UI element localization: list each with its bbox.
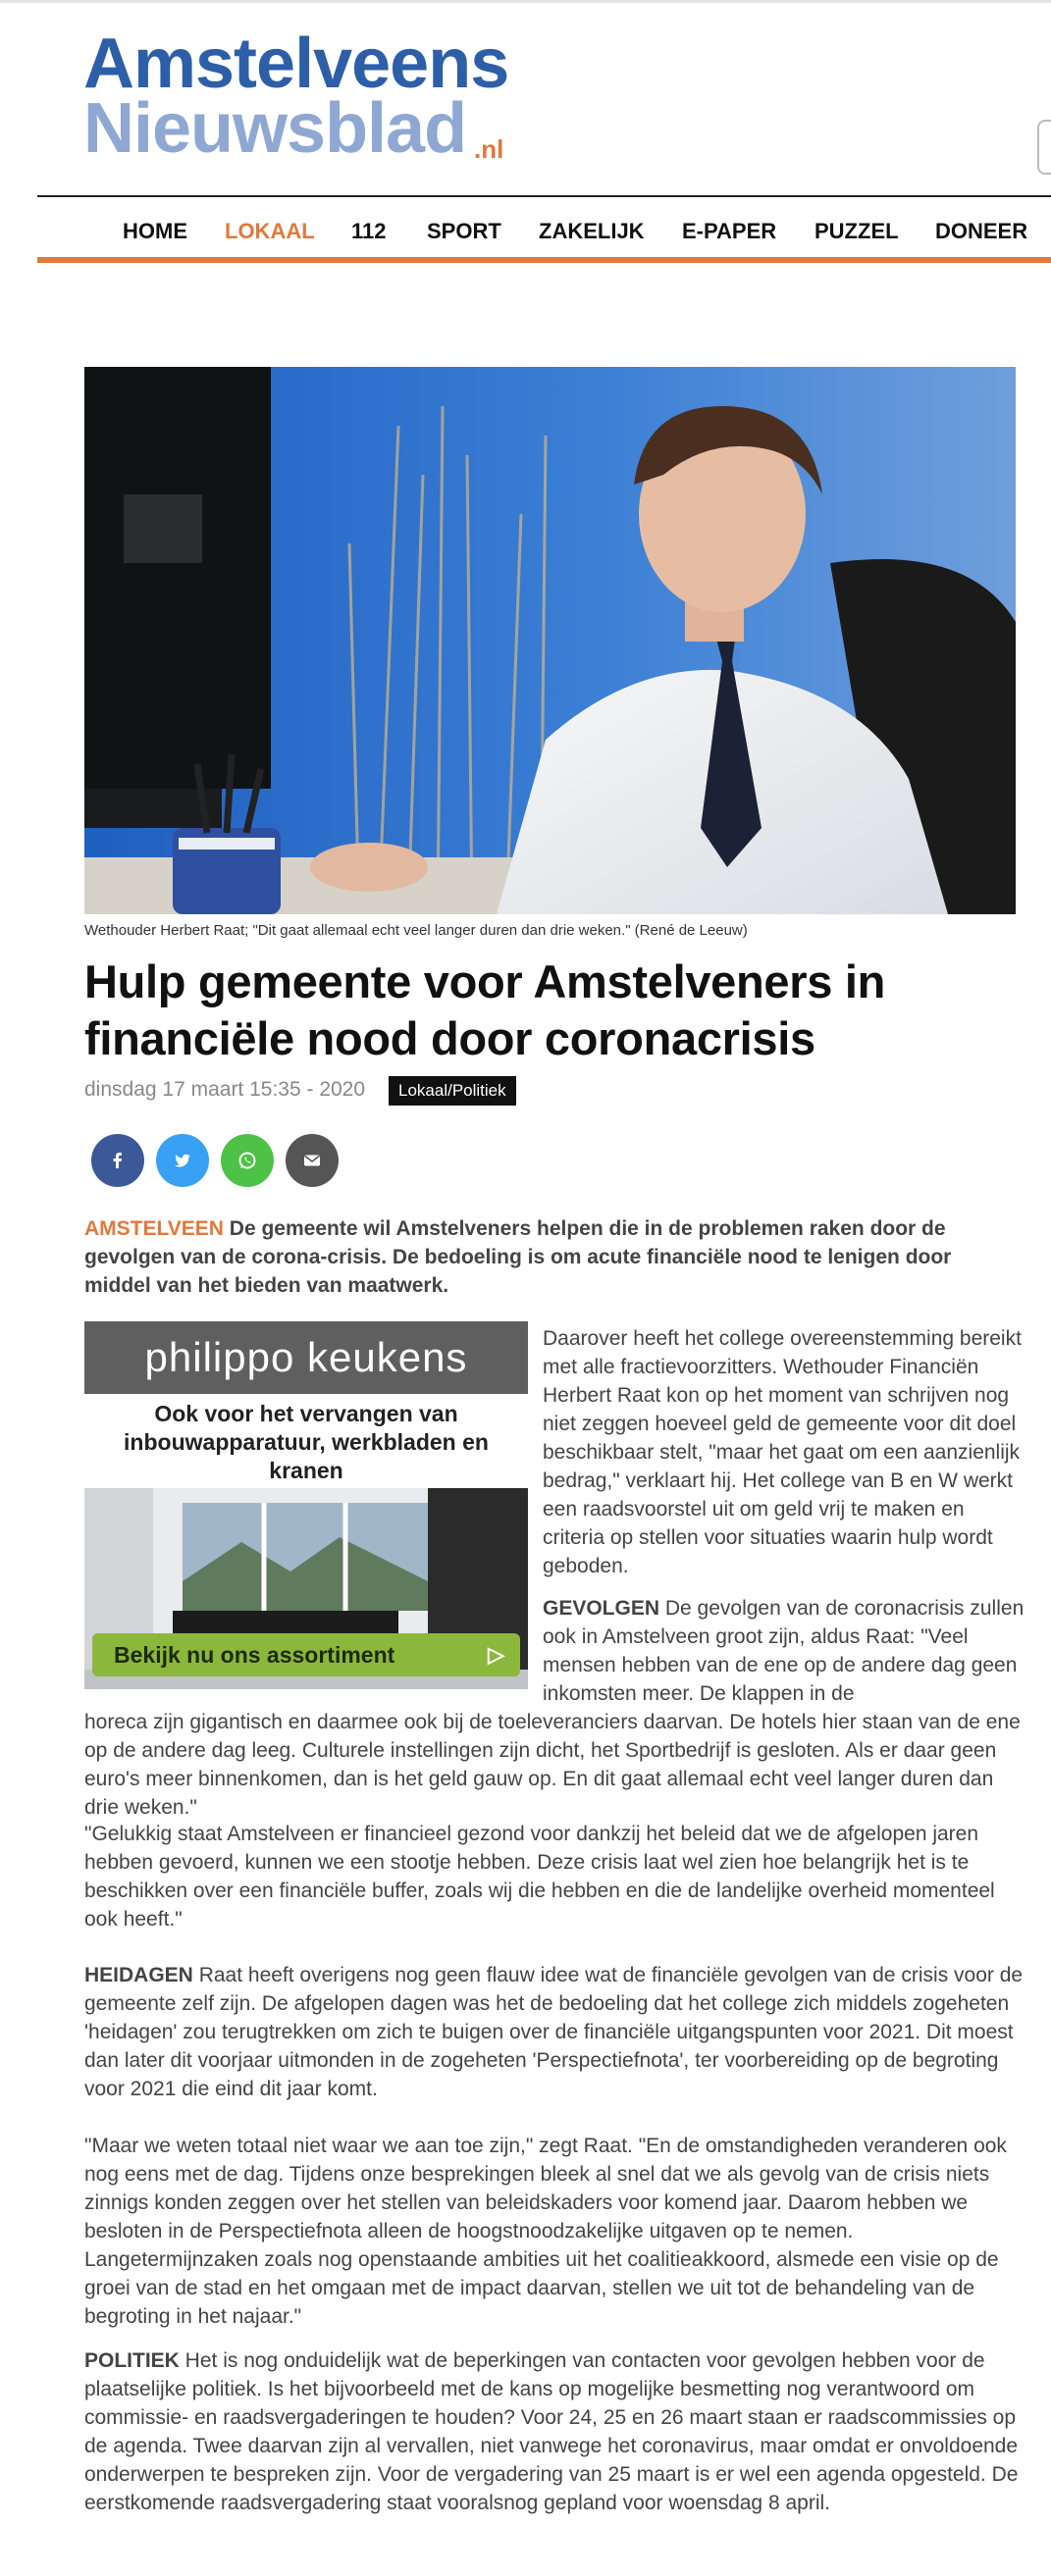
article-date: dinsdag 17 maart 15:35 - 2020 [84,1078,366,1101]
logo-suffix: .nl [474,134,504,164]
ad-cta-label: Bekijk nu ons assortiment [114,1642,395,1668]
paragraph-2-side-text: De gevolgen van de coronacrisis zullen ook in Amstelveen groot zijn, aldus Raat: "Veel mensen hebben van de ene op de andere dag geen inkomsten meer. De klappen in de [543,1597,1025,1705]
article-photo-illustration [84,367,1016,914]
play-arrow-icon: ▷ [488,1642,504,1667]
paragraph-2-full: horeca zijn gigantisch en daarmee ook bij de toeleveranciers daarvan. De hotels hier staan van de ene op de andere dag leeg. Culturele instellingen zijn dicht, het Sportbedrijf is gesloten. Als er daar geen euro's meer binnenkomen, dan is het geld gauw op. En dit gaat allemaal echt veel langer duren dan drie weken." [84,1711,1021,1819]
facebook-icon [108,1151,128,1170]
paragraph-4-keyword: HEIDAGEN [84,1964,193,1986]
logo-line-2: Nieuwsblad [83,89,467,168]
logo-line-1: Amstelveens [83,25,509,103]
top-border [0,0,1051,3]
paragraph-1: Daarover heeft het college overeenstemming bereikt met alle fractievoorzitters. Wethouder Financiën Herbert Raat kon op het moment van schrijven nog niet zeggen hoeveel geld de gemeente voor dit doel beschikbaar stelt, "maar het gaat om een aanzienlijk bedrag," verklaart hij. Het college van B en W werkt een raadsvoorstel uit om geld vrij te maken en criteria op stellen voor situaties waarin hulp wordt geboden. [543,1327,1022,1577]
facebook-share-button[interactable] [91,1134,144,1187]
article-lead [84,1214,1022,1300]
ad-brand: philippo keukens [84,1321,528,1394]
nav-item-puzzel[interactable]: PUZZEL [815,219,899,243]
email-icon [302,1151,322,1170]
lead-keyword: AMSTELVEEN [84,1217,224,1240]
lead-text: De gemeente wil Amstelveners helpen die in de problemen raken door de gevolgen van de corona-crisis. De bedoeling is om acute financiële nood te lenigen door middel van het bieden van maatwerk. [84,1217,952,1297]
article-title: Hulp gemeente voor Amstelveners in financiële nood door coronacrisis [84,955,886,1064]
nav-item-112[interactable]: 112 [351,219,387,243]
ad-text: Ook voor het vervangen van inbouwapparatuur, werkbladen en kranen [124,1401,489,1483]
article-photo[interactable] [84,367,1016,914]
email-share-button[interactable] [286,1134,339,1187]
paragraph-2-side [543,1594,1028,1708]
photo-caption: Wethouder Herbert Raat; "Dit gaat allemaal echt veel langer duren dan drie weken." (René de Leeuw) [84,922,748,939]
nav-item-zakelijk[interactable]: ZAKELIJK [539,219,645,243]
paragraph-3: "Gelukkig staat Amstelveen er financieel gezond voor dankzij het beleid dat we de afgelopen jaren hebben gevoerd, kunnen we een stootje hebben. Deze crisis laat wel zien hoe belangrijk het is te beschikken over een financiële buffer, zoals wij die hebben en die de landelijke overheid momenteel ook heeft." [84,1823,995,1931]
paragraph-6 [84,2346,1026,2517]
advertisement-banner[interactable] [84,1321,528,1689]
whatsapp-share-button[interactable] [221,1134,274,1187]
nav-item-home[interactable]: HOME [123,219,187,243]
whatsapp-icon [236,1150,258,1171]
nav-item-doneer[interactable]: DONEER [935,219,1028,243]
main-nav [37,197,1051,262]
paragraph-5: "Maar we weten totaal niet waar we aan toe zijn," zegt Raat. "En de omstandigheden veranderen ook nog eens met de dag. Tijdens onze besprekingen bleek al snel dat we als gevolg van de crisis niets zinnigs konden zeggen over het stellen van beleidskaders voor komend jaar. Daarom hebben we besloten in de Perspectiefnota alleen de hoogstnoodzakelijke uitgaven op te nemen. Langetermijnzaken zoals nog openstaande ambities uit het coalitieakkoord, alsmede een visie op de groei van de stad en het omgaan met de impact daarvan, stellen we uit tot de behandeling van de begroting in het najaar." [84,2135,1007,2328]
paragraph-4 [84,1961,1026,2103]
ad-cta-button[interactable] [92,1633,520,1676]
nav-item-lokaal[interactable]: LOKAAL [225,219,315,243]
paragraph-2-keyword: GEVOLGEN [543,1597,660,1620]
twitter-share-button[interactable] [156,1134,209,1187]
nav-item-e-paper[interactable]: E-PAPER [682,219,777,243]
paragraph-6-text: Het is nog onduidelijk wat de beperkingen van contacten voor gevolgen hebben voor de plaatselijke politiek. Is het bijvoorbeeld met de kans op mogelijke besmetting nog verantwoord om commissie- en raadsvergaderingen te houden? Voor 24, 25 en 26 maart staan er raadscommissies op de agenda. Twee daarvan zijn al vervallen, niet vanwege het coronavirus, maar omdat er onvoldoende onderwerpen te bespreken zijn. Voor de vergadering van 25 maart is er wel een agenda opgesteld. De eerstkomende raadsvergadering staat vooralsnog gepland voor woensdag 8 april. [84,2349,1019,2514]
category-badge[interactable]: Lokaal/Politiek [389,1076,516,1106]
nav-item-sport[interactable]: SPORT [427,219,501,243]
search-input[interactable] [1037,120,1051,175]
nav-accent-bar [37,257,1051,263]
paragraph-6-keyword: POLITIEK [84,2349,180,2372]
paragraph-4-text: Raat heeft overigens nog geen flauw idee wat de financiële gevolgen van de crisis voor de gemeente zelf zijn. De afgelopen dagen was het de bedoeling dat het college zich middels zogeheten 'heidagen' zou terugtrekken om zich te buigen over de financiële uitgangspunten voor 2021. Dit moest dan later dit voorjaar uitmonden in de zogeheten 'Perspectiefnota', ter voorbereiding op de begroting voor 2021 die eind dit jaar komt. [84,1964,1024,2100]
twitter-icon [173,1151,192,1170]
